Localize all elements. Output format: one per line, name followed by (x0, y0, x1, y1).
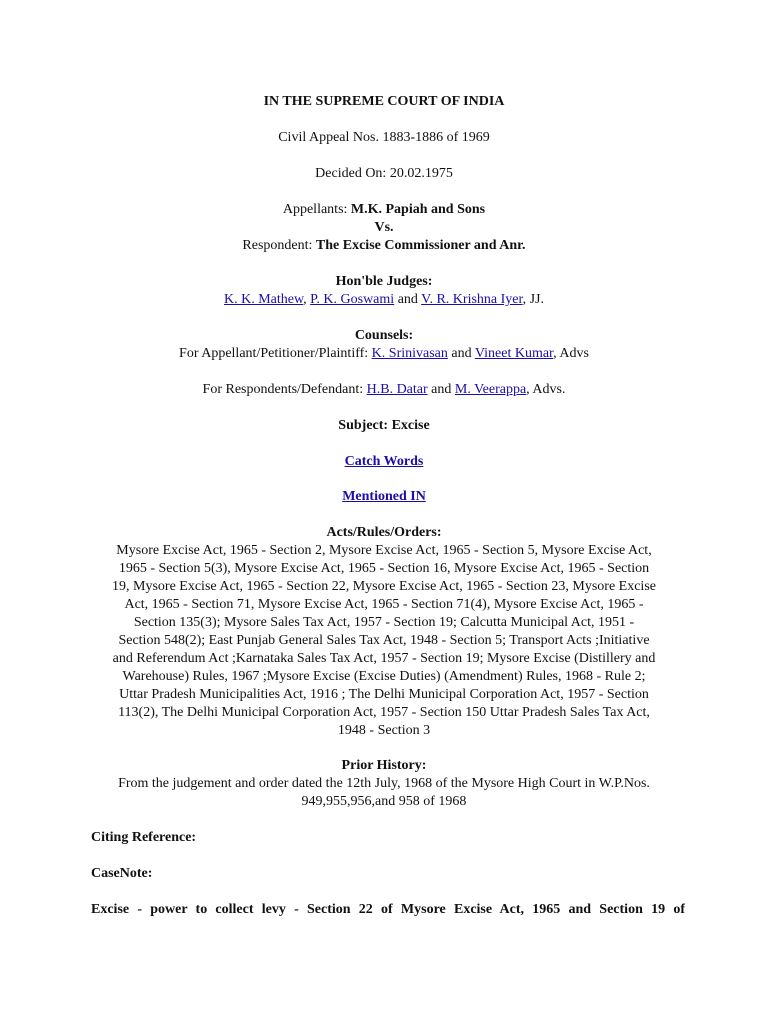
counsel-link-veerappa[interactable]: M. Veerappa (454, 382, 527, 397)
acts-line: Uttar Pradesh Municipalities Act, 1916 ; The Delhi Municipal Corporation Act, 1957 - Section (119, 687, 649, 702)
citing-reference-heading: Citing Reference: (91, 830, 197, 845)
acts-line: Section 135(3); Mysore Sales Tax Act, 1957 - Section 19; Calcutta Municipal Act, 1951 - (133, 615, 635, 630)
subject-label: Subject: (338, 418, 392, 433)
counsel-and: and (447, 346, 475, 361)
prior-history-text (84, 775, 684, 811)
appellant-counsel-line (84, 345, 684, 363)
counsel-and-2: and (427, 382, 455, 397)
judge-separator: , (303, 292, 311, 307)
judges-line (84, 291, 684, 309)
versus: Vs. (374, 220, 394, 235)
judge-link-goswami[interactable]: P. K. Goswami (310, 292, 395, 307)
appellants-label: Appellants: (282, 202, 348, 217)
prior-history-line: From the judgement and order dated the 12th July, 1968 of the Mysore High Court in W.P.Nos. (118, 776, 650, 791)
subject-line (84, 417, 684, 435)
acts-line: 113(2), The Delhi Municipal Corporation Act, 1957 - Section 150 Uttar Pradesh Sales Tax Act, (118, 705, 650, 720)
acts-line: 1948 - Section 3 (337, 723, 431, 738)
catch-words-link[interactable]: Catch Words (344, 454, 424, 469)
counsel-link-kumar[interactable]: Vineet Kumar (474, 346, 554, 361)
appellant-counsel-label: For Appellant/Petitioner/Plaintiff: (179, 346, 372, 361)
counsel-link-datar[interactable]: H.B. Datar (366, 382, 428, 397)
mentioned-in-line (84, 488, 684, 506)
acts-list (84, 542, 684, 740)
judge-link-iyer[interactable]: V. R. Krishna Iyer (421, 292, 523, 307)
acts-line: 19, Mysore Excise Act, 1965 - Section 22, Mysore Excise Act, 1965 - Section 23, Mysore Excise (112, 579, 656, 594)
respondent-counsel-line (84, 381, 684, 399)
catch-words-line (84, 453, 684, 471)
acts-line: Mysore Excise Act, 1965 - Section 2, Mysore Excise Act, 1965 - Section 5, Mysore Excise Act, (116, 543, 652, 558)
appeal-number: Civil Appeal Nos. 1883-1886 of 1969 (278, 130, 490, 145)
counsel-link-srinivasan[interactable]: K. Srinivasan (371, 346, 448, 361)
counsel-suffix-2: , Advs. (526, 382, 566, 397)
counsel-suffix: , Advs (553, 346, 589, 361)
acts-line: Act, 1965 - Section 71, Mysore Excise Act, 1965 - Section 71(4), Mysore Excise Act, 1965 - (124, 597, 644, 612)
judge-link-mathew[interactable]: K. K. Mathew (223, 292, 304, 307)
subject-value: Excise (391, 418, 430, 433)
acts-line: 1965 - Section 5(3), Mysore Excise Act, 1965 - Section 16, Mysore Excise Act, 1965 - Section (118, 561, 650, 576)
judge-and: and (394, 292, 422, 307)
respondent-counsel-label: For Respondents/Defendant: (202, 382, 367, 397)
acts-heading: Acts/Rules/Orders: (326, 525, 442, 540)
appellants-name: M.K. Papiah and Sons (350, 202, 486, 217)
casenote-text: Excise - power to collect levy - Section 22 of Mysore Excise Act, 1965 and Section 19 of (91, 902, 685, 917)
appellants-line (84, 201, 684, 219)
counsels-heading: Counsels: (354, 328, 414, 343)
casenote-heading: CaseNote: (91, 866, 153, 881)
court-title: IN THE SUPREME COURT OF INDIA (263, 94, 505, 109)
mentioned-in-link[interactable]: Mentioned IN (342, 489, 426, 504)
acts-line: Section 548(2); East Punjab General Sales Tax Act, 1948 - Section 5; Transport Acts ;Initiative (118, 633, 650, 648)
judge-suffix: , JJ. (522, 292, 545, 307)
respondent-line (84, 237, 684, 255)
respondent-label: Respondent: (242, 238, 313, 253)
judges-heading: Hon'ble Judges: (335, 274, 433, 289)
acts-line: and Referendum Act ;Karnataka Sales Tax Act, 1957 - Section 19; Mysore Excise (Distillery and (112, 651, 656, 666)
prior-history-line: 949,955,956,and 958 of 1968 (301, 794, 467, 809)
respondent-name: The Excise Commissioner and Anr. (315, 238, 526, 253)
acts-line: Warehouse) Rules, 1967 ;Mysore Excise (Excise Duties) (Amendment) Rules, 1968 - Rule 2; (122, 669, 646, 684)
decided-date: Decided On: 20.02.1975 (315, 166, 453, 181)
prior-history-heading: Prior History: (341, 758, 427, 773)
